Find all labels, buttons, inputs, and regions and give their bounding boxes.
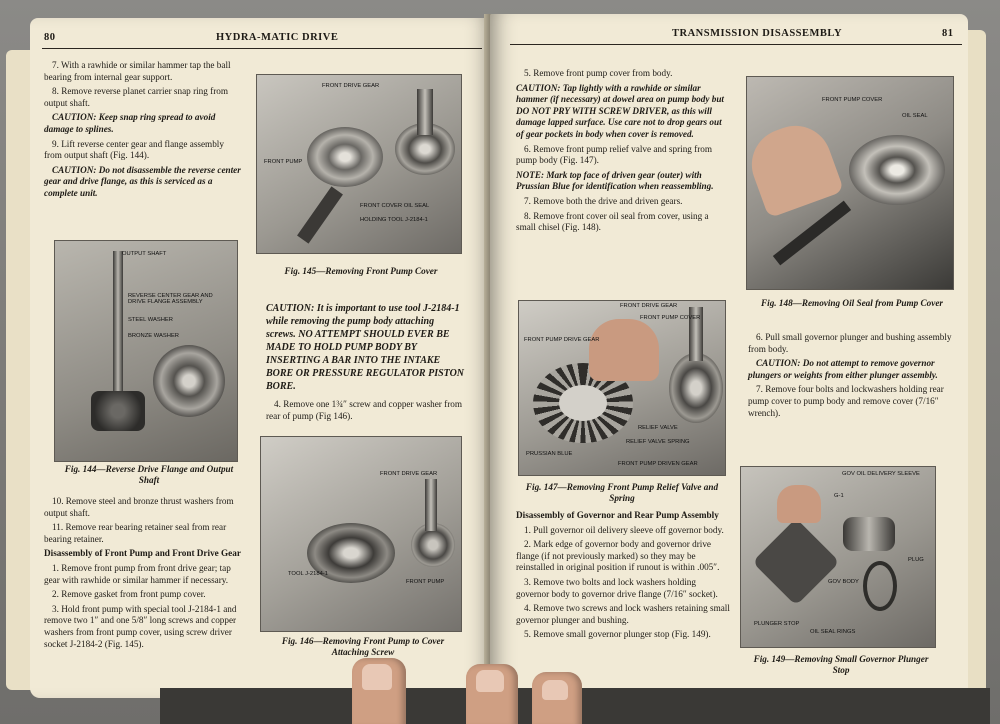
label-reverse-center-gear: REVERSE CENTER GEAR AND DRIVE FLANGE ASSEMBLY: [128, 293, 213, 305]
label-plunger-stop: PLUNGER STOP: [754, 621, 800, 627]
step-9: 9. Lift reverse center gear and flange assembly from output shaft (Fig. 144).: [44, 138, 224, 161]
gov-step-1: 1. Pull governor oil delivery sleeve off governor body.: [524, 524, 724, 535]
label-oil-seal-148: OIL SEAL: [902, 113, 928, 119]
fig-144-caption: Fig. 144—Reverse Drive Flange and Output Shaft: [64, 464, 234, 485]
pump-step-1: 1. Remove front pump from front drive gear; tap gear with rawhide or similar hammer if necessary.: [44, 562, 231, 585]
label-gov-oil-delivery-sleeve: GOV OIL DELIVERY SLEEVE: [842, 471, 920, 477]
label-gov-body: GOV BODY: [828, 579, 859, 585]
right-thumbnail-1: [476, 670, 504, 692]
left-column-bottom: [44, 496, 248, 653]
note-prussian-blue: NOTE: Mark top face of driven gear (outer) with Prussian Blue for identification when reassembling.: [516, 169, 714, 192]
fig-145-caption: Fig. 145—Removing Front Pump Cover: [284, 266, 438, 276]
left-column-top: [44, 60, 242, 203]
right-column-top: [516, 68, 728, 237]
pump-step-3: 3. Hold front pump with special tool J-2184-1 and remove two 1″ and one 5/8″ long screws and copper washers from front pump cover, using screw driver socket J-2184-2 (Fig. 145).: [44, 603, 237, 649]
fig-148-caption: Fig. 148—Removing Oil Seal from Pump Cover: [761, 298, 943, 308]
right-column-right: [748, 332, 954, 422]
caution-reverse-gear: CAUTION: Do not disassemble the reverse center gear and drive flange, as this is serviced as a complete unit.: [44, 164, 241, 198]
label-prussian-blue: PRUSSIAN BLUE: [526, 451, 573, 457]
step-r8-seal: 8. Remove front cover oil seal from cover, using a small chisel (Fig. 148).: [516, 210, 709, 233]
step-r5: 5. Remove front pump cover from body.: [524, 68, 673, 78]
label-bronze-washer: BRONZE WASHER: [128, 333, 179, 339]
gov-step-2: 2. Mark edge of governor body and governor drive flange (if not previously marked) so they may be reinstalled in original position if runout is within .005″.: [516, 539, 720, 573]
drive-flange-shape: [153, 345, 225, 417]
flange-base-shape: [91, 391, 145, 431]
gear-hub-shape: [417, 89, 433, 135]
fig-149-photo: [740, 466, 936, 648]
label-tool-146: TOOL J-2184-1: [288, 571, 328, 577]
label-front-pump-cover-148: FRONT PUMP COVER: [822, 97, 883, 103]
left-thumbnail: [362, 664, 392, 690]
caution-governor-plungers: CAUTION: Do not attempt to remove governor plungers or weights from either plunger assembly.: [748, 358, 938, 380]
front-pump-cover-147-shape: [669, 353, 723, 423]
right-header-rule: [510, 44, 962, 45]
step-4: 4. Remove one 1¾″ screw and copper washer from rear of pump (Fig 146).: [266, 399, 463, 421]
caution-snap-ring: CAUTION: Keep snap ring spread to avoid damage to splines.: [44, 112, 216, 134]
right-running-head: TRANSMISSION DISASSEMBLY: [672, 28, 843, 39]
label-pump-drive-gear-147: FRONT PUMP DRIVE GEAR: [524, 337, 600, 343]
right-page: [490, 14, 968, 704]
gov-step-3: 3. Remove two bolts and lock washers holding governor body to governor drive flange (7/16″ socket).: [516, 576, 718, 599]
step-8: 8. Remove reverse planet carrier snap ring from output shaft.: [44, 86, 229, 108]
pump-cover-148-shape: [849, 135, 945, 205]
hand-148-shape: [746, 116, 844, 219]
fig-146-photo: [260, 436, 462, 632]
label-front-pump-146: FRONT PUMP: [406, 579, 445, 585]
right-column-bottom: [516, 510, 730, 644]
step-10: 10. Remove steel and bronze thrust washers from output shaft.: [44, 496, 234, 518]
label-steel-washer: STEEL WASHER: [128, 317, 173, 323]
hand-shape: [589, 319, 659, 381]
label-front-pump-cover-147: FRONT PUMP COVER: [640, 315, 701, 321]
step-7: 7. With a rawhide or similar hammer tap the ball bearing from internal gear support.: [44, 60, 231, 82]
output-shaft-shape: [113, 251, 123, 401]
label-front-drive-gear-147: FRONT DRIVE GEAR: [620, 303, 678, 309]
subhead-front-pump: Disassembly of Front Pump and Front Drive Gear: [44, 548, 241, 559]
fig-147-photo: [518, 300, 726, 476]
step-r6-plunger: 6. Pull small governor plunger and bushing assembly from body.: [748, 332, 952, 354]
subhead-governor: Disassembly of Governor and Rear Pump Assembly: [516, 510, 719, 520]
step-r7-gears: 7. Remove both the drive and driven gears.: [524, 195, 683, 206]
oil-seal-rings-shape: [863, 561, 897, 611]
pump-step-2: 2. Remove gasket from front pump cover.: [52, 589, 206, 600]
left-running-head: HYDRA-MATIC DRIVE: [216, 32, 339, 43]
step-r6-relief: 6. Remove front pump relief valve and spring from pump body (Fig. 147).: [516, 143, 713, 166]
right-page-number: 81: [942, 28, 954, 39]
label-plug: PLUG: [908, 557, 924, 563]
governor-body-shape: [752, 518, 840, 606]
label-front-drive-gear: FRONT DRIVE GEAR: [322, 83, 380, 89]
right-thumbnail-2: [542, 680, 568, 700]
left-page: [30, 18, 492, 698]
fig-145-photo: [256, 74, 462, 254]
label-front-cover-oil-seal: FRONT COVER OIL SEAL: [360, 203, 430, 209]
label-relief-valve-spring: RELIEF VALVE SPRING: [626, 439, 690, 445]
left-page-number: 80: [44, 32, 56, 43]
label-g1: G-1: [834, 493, 844, 499]
gov-step-4: 4. Remove two screws and lock washers retaining small governor plunger and bushing.: [516, 603, 730, 625]
label-front-drive-gear-146: FRONT DRIVE GEAR: [380, 471, 438, 477]
gear-hub-146-shape: [425, 479, 437, 531]
gov-step-5: 5. Remove small governor plunger stop (Fig. 149).: [524, 629, 711, 640]
label-oil-seal-rings: OIL SEAL RINGS: [810, 629, 856, 635]
caution-pump-body: CAUTION: It is important to use tool J-2184-1 while removing the pump body attaching screws. NO ATTEMPT SHOULD EVER BE MADE TO HOLD PUMP BODY BY INSERTING A BAR INTO THE INTAKE BORE OR PRESSURE REGULATOR PISTON BORE.: [266, 303, 465, 392]
fig-146-caption: Fig. 146—Removing Front Pump to Cover Attaching Screw: [281, 636, 445, 657]
label-front-pump: FRONT PUMP: [264, 159, 303, 165]
label-holding-tool: HOLDING TOOL J-2184-1: [360, 217, 428, 223]
front-pump-shape: [307, 127, 383, 187]
oil-delivery-sleeve-shape: [843, 517, 895, 551]
label-pump-driven-gear: FRONT PUMP DRIVEN GEAR: [618, 461, 698, 467]
left-column-right: [266, 302, 466, 425]
left-header-rule: [42, 48, 482, 49]
gear-center-shape: [559, 385, 607, 421]
step-r7-bolts: 7. Remove four bolts and lockwashers holding rear pump cover to pump body and remove cover (7/16″ wrench).: [748, 384, 944, 418]
caution-tap-lightly: CAUTION: Tap lightly with a rawhide or similar hammer (if necessary) at dowel area on pump body but DO NOT PRY WITH SCREW DRIVER, as this will damage lapped surface. Use care not to drop gears out of gear pockets in body when cover is removed.: [516, 82, 724, 139]
step-11: 11. Remove rear bearing retainer seal from rear bearing retainer.: [44, 522, 227, 544]
hand-149-shape: [777, 485, 821, 523]
label-output-shaft: OUTPUT SHAFT: [122, 251, 167, 257]
label-relief-valve: RELIEF VALVE: [638, 425, 678, 431]
fig-149-caption: Fig. 149—Removing Small Governor Plunger Stop: [753, 654, 929, 675]
fig-147-caption: Fig. 147—Removing Front Pump Relief Valve and Spring: [525, 482, 719, 503]
fig-144-photo: [54, 240, 238, 462]
holding-tool-shape: [297, 186, 343, 243]
fig-148-photo: [746, 76, 954, 290]
